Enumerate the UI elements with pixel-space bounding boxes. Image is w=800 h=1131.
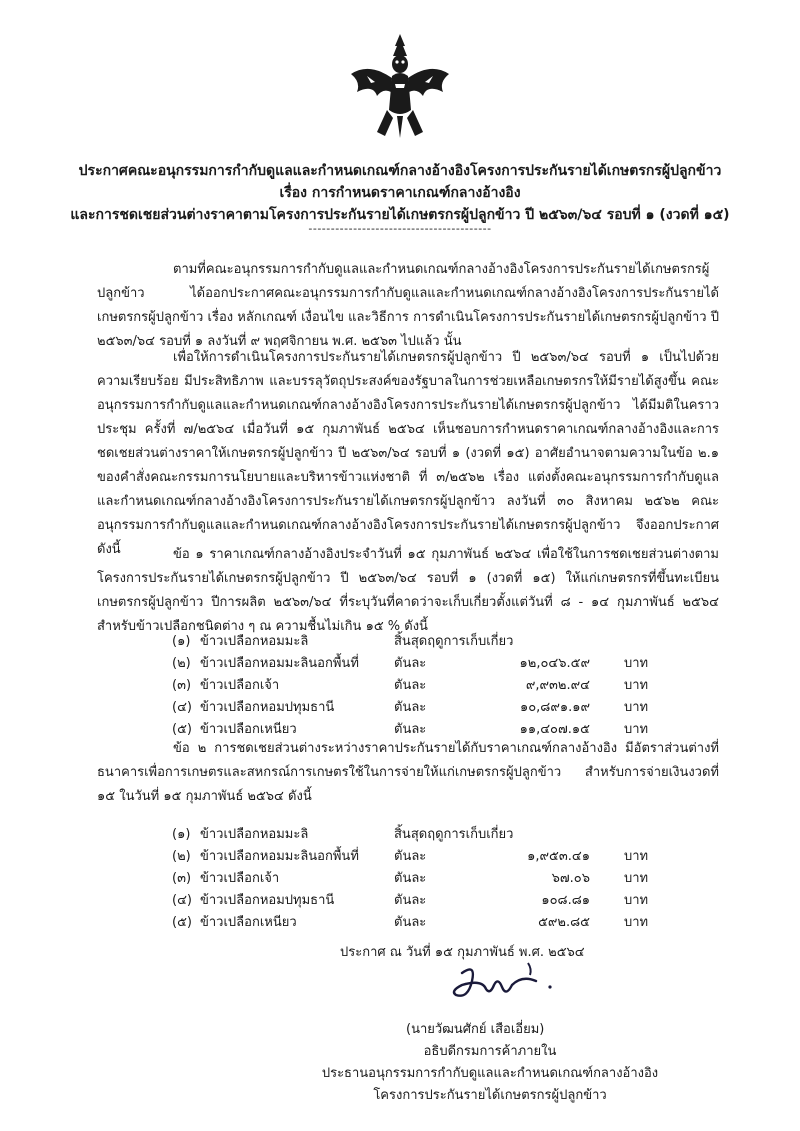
list-item: (๑) ข้าวเปลือกหอมมะลิ สิ้นสุดฤดูการเก็บเกี่ยว xyxy=(172,634,514,649)
heading-divider: ----------------------------------------- xyxy=(308,222,492,235)
list-item: (๑) ข้าวเปลือกหอมมะลิ สิ้นสุดฤดูการเก็บเกี่ยว xyxy=(172,827,514,842)
issued-date: ประกาศ ณ วันที่ ๑๕ กุมภาพันธ์ พ.ศ. ๒๕๖๔ xyxy=(340,945,585,960)
list-item: (๓) ข้าวเปลือกเจ้า ตันละ ๖๗.๐๖ บาท xyxy=(172,871,649,886)
list-item: (๕) ข้าวเปลือกเหนียว ตันละ ๑๑,๔๐๗.๑๕ บาท xyxy=(172,722,649,737)
list-item: (๒) ข้าวเปลือกหอมมะลินอกพื้นที่ ตันละ ๑๒,๐๔๖.๕๙ บาท xyxy=(172,656,649,671)
paragraph-1: ตามที่คณะอนุกรรมการกำกับดูแลและกำหนดเกณฑ์กลางอ้างอิงโครงการประกันรายได้เกษตรกรผู้ปลูกข้าว ได้ออกประกาศคณะอนุกรรมการกำกับดูแลและกำหนดเกณฑ์กลางอ้างอิงโครงการประกันรายได้เกษตรกรผู้ปลูกข้าว เรื่อง หลักเกณฑ์ เงื่อนไข และวิธีการ การดำเนินโครงการประกันรายได้เกษตรกรผู้ปลูกข้าว ปี ๒๕๖๓/๖๔ รอบที่ ๑ ลงวันที่ ๙ พฤศจิกายน พ.ศ. ๒๕๖๓ ไปแล้ว นั้น xyxy=(97,262,719,349)
reference-price-list xyxy=(172,630,672,740)
list-item: (๒) ข้าวเปลือกหอมมะลินอกพื้นที่ ตันละ ๑,๙๕๓.๔๑ บาท xyxy=(172,849,649,864)
garuda-emblem-icon xyxy=(347,32,453,140)
heading-line-3: และการชดเชยส่วนต่างราคาตามโครงการประกันรายได้เกษตรกรผู้ปลูกข้าว ปี ๒๕๖๓/๖๔ รอบที่ ๑ (งวดที่ ๑๕) xyxy=(70,207,730,223)
signer-position-2: ประธานอนุกรรมการกำกับดูแลและกำหนดเกณฑ์กลางอ้างอิง xyxy=(321,1066,659,1081)
paragraph-clause-1: ข้อ ๑ ราคาเกณฑ์กลางอ้างอิงประจำวันที่ ๑๕ กุมภาพันธ์ ๒๕๖๔ เพื่อใช้ในการชดเชยส่วนต่างตามโครงการประกันรายได้เกษตรกรผู้ปลูกข้าว ปี ๒๕๖๓/๖๔ รอบที่ ๑ (งวดที่ ๑๕) ให้แก่เกษตรกรที่ขึ้นทะเบียนเกษตรกรผู้ปลูกข้าว ปีการผลิต ๒๕๖๓/๖๔ ที่ระบุวันที่คาดว่าจะเก็บเกี่ยวตั้งแต่วันที่ ๘ - ๑๔ กุมภาพันธ์ ๒๕๖๔ สำหรับข้าวเปลือกชนิดต่าง ๆ ณ ความชื้นไม่เกิน ๑๕ % ดังนี้ xyxy=(97,547,719,634)
compensation-rate-list xyxy=(172,823,672,933)
list-item: (๔) ข้าวเปลือกหอมปทุมธานี ตันละ ๑๐,๘๙๑.๑๙ บาท xyxy=(172,700,649,715)
signer-position-1: อธิบดีกรมการค้าภายใน xyxy=(423,1044,557,1059)
signer-position-3: โครงการประกันรายได้เกษตรกรผู้ปลูกข้าว xyxy=(373,1088,607,1103)
heading-line-1: ประกาศคณะอนุกรรมการกำกับดูแลและกำหนดเกณฑ์กลางอ้างอิงโครงการประกันรายได้เกษตรกรผู้ปลูกข้าว xyxy=(78,163,722,179)
list-item: (๓) ข้าวเปลือกเจ้า ตันละ ๙,๙๓๒.๙๔ บาท xyxy=(172,678,649,693)
paragraph-2: เพื่อให้การดำเนินโครงการประกันรายได้เกษตรกรผู้ปลูกข้าว ปี ๒๕๖๓/๖๔ รอบที่ ๑ เป็นไปด้วยความเรียบร้อย มีประสิทธิภาพ และบรรลุวัตถุประสงค์ของรัฐบาลในการช่วยเหลือเกษตรกรให้มีรายได้สูงขึ้น คณะอนุกรรมการกำกับดูแลและกำหนดเกณฑ์กลางอ้างอิงโครงการประกันรายได้เกษตรกรผู้ปลูกข้าว ได้มีมติในคราวประชุม ครั้งที่ ๗/๒๕๖๔ เมื่อวันที่ ๑๕ กุมภาพันธ์ ๒๕๖๔ เห็นชอบการกำหนดราคาเกณฑ์กลางอ้างอิงและการชดเชยส่วนต่างราคาให้เกษตรกรผู้ปลูกข้าว ปี ๒๕๖๓/๖๔ รอบที่ ๑ (งวดที่ ๑๕) อาศัยอำนาจตามความในข้อ ๒.๑ ของคำสั่งคณะกรรมการนโยบายและบริหารข้าวแห่งชาติ ที่ ๓/๒๕๖๒ เรื่อง แต่งตั้งคณะอนุกรรมการกำกับดูแลและกำหนดเกณฑ์กลางอ้างอิงโครงการประกันรายได้เกษตรกรผู้ปลูกข้าว ลงวันที่ ๓๐ สิงหาคม ๒๕๖๒ คณะอนุกรรมการกำกับดูแลและกำหนดเกณฑ์กลางอ้างอิงโครงการประกันรายได้เกษตรกรผู้ปลูกข้าว จึงออกประกาศ ดังนี้ xyxy=(97,350,719,557)
signer-name: (นายวัฒนศักย์ เสือเอี่ยม) xyxy=(406,1022,545,1037)
list-item: (๔) ข้าวเปลือกหอมปทุมธานี ตันละ ๑๐๘.๘๑ บาท xyxy=(172,893,649,908)
heading-line-2: เรื่อง การกำหนดราคาเกณฑ์กลางอ้างอิง xyxy=(279,185,521,201)
list-item: (๕) ข้าวเปลือกเหนียว ตันละ ๕๙๒.๘๕ บาท xyxy=(172,915,649,930)
paragraph-clause-2: ข้อ ๒ การชดเชยส่วนต่างระหว่างราคาประกันรายได้กับราคาเกณฑ์กลางอ้างอิง มีอัตราส่วนต่างที่ธนาคารเพื่อการเกษตรและสหกรณ์การเกษตรใช้ในการจ่ายให้แก่เกษตรกรผู้ปลูกข้าว สำหรับการจ่ายเงินงวดที่ ๑๕ ในวันที่ ๑๕ กุมภาพันธ์ ๒๕๖๔ ดังนี้ xyxy=(97,741,719,804)
handwritten-signature xyxy=(432,955,562,1015)
